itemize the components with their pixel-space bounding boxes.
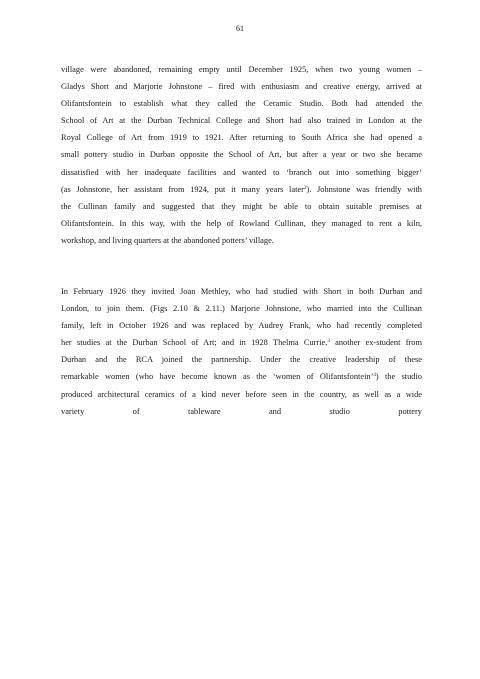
text-line: Gladys Short and Marjorie Johnstone – fired with enthusiasm and creative energy, arrived at <box>61 82 422 92</box>
text-line: School of Art at the Durban Technical College and Short had also trained in London at the <box>61 116 422 126</box>
paragraph-2 <box>61 283 422 420</box>
footnote-marker: 3 <box>327 339 330 345</box>
text-line: workshop, and living quarters at the abandoned potters’ village. <box>61 235 274 245</box>
text-word: studio <box>329 406 350 416</box>
text-line: family, left in October 1926 and was replaced by Audrey Frank, who had recently completed <box>61 321 422 331</box>
text-word: of <box>132 406 140 416</box>
text-word: pottery <box>398 406 422 416</box>
page-number: 61 <box>236 24 244 33</box>
text-run: ) the studio <box>375 372 422 382</box>
text-line <box>61 403 422 420</box>
text-line: Olifantsfontein. In this way, with the help of Rowland Cullinan, they managed to rent a kiln, <box>61 218 422 228</box>
text-run: another ex-student from <box>329 338 422 348</box>
footnote-marker: 2 <box>303 185 307 191</box>
paragraph-1 <box>61 61 422 249</box>
text-line: the Cullinan family and suggested that they might be able to obtain suitable premises at <box>61 201 422 211</box>
text-run: remarkable women (who have become known as the ‘women of Olifantsfontein’ <box>61 372 374 382</box>
text-line: produced architectural ceramics of a kind never before seen in the country, as well as a wide <box>61 389 422 399</box>
text-line: small pottery studio in Durban opposite the School of Art, but after a year or two she became <box>61 150 422 160</box>
text-run: her studies at the Durban School of Art; and in 1928 Thelma Currie, <box>61 338 328 348</box>
text-line: Olifantsfontein to establish what they called the Ceramic Studio. Both had attended the <box>61 99 422 109</box>
text-line: dissatisfied with her inadequate facilities and wanted to ‘branch out into something bigger’ <box>61 167 422 177</box>
footnote-marker: 4 <box>373 373 376 379</box>
text-line: London, to join them. (Figs 2.10 & 2.11.) Marjorie Johnstone, who married into the Cullinan <box>61 304 422 314</box>
text-line: In February 1926 they invited Joan Methley, who had studied with Short in both Durban and <box>61 287 422 296</box>
text-line: Durban and the RCA joined the partnership. Under the creative leadership of these <box>61 355 422 365</box>
text-run: (as Johnstone, her assistant from 1924, put it many years later <box>61 184 304 194</box>
text-line <box>61 181 422 198</box>
text-word: tableware <box>188 406 221 416</box>
text-line: village were abandoned, remaining empty until December 1925, when two young women – <box>61 65 422 74</box>
text-line <box>61 368 422 385</box>
text-run: ). Johnstone was friendly with <box>306 184 422 194</box>
text-word: variety <box>61 406 85 416</box>
text-line <box>61 334 422 351</box>
text-line: Royal College of Art from 1919 to 1921. After returning to South Africa she had opened a <box>61 133 422 143</box>
text-word: and <box>268 406 282 416</box>
